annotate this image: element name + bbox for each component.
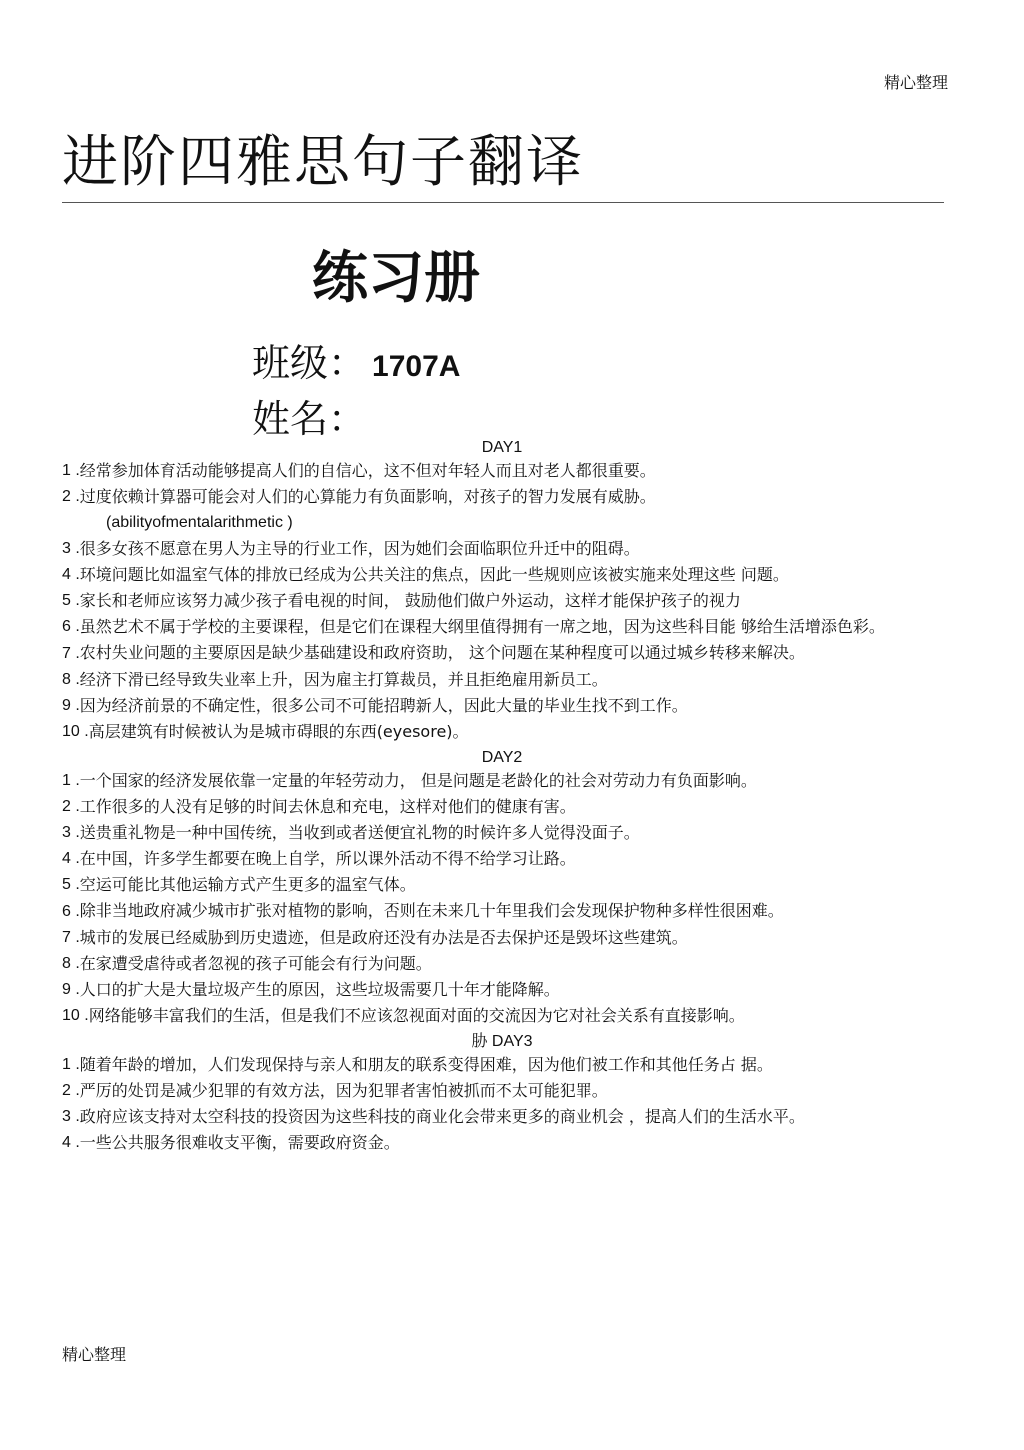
item-text: 严厉的处罚是减少犯罪的有效方法，因为犯罪者害怕被抓而不太可能犯罪。	[79, 1081, 608, 1100]
document-subtitle: 练习册	[312, 245, 480, 311]
day2-item	[62, 873, 942, 896]
day2-item	[62, 899, 942, 923]
item-text: 一些公共服务很难收支平衡，需要政府资金。	[79, 1133, 400, 1152]
day1-item	[62, 459, 942, 482]
day1-item	[62, 589, 942, 612]
day3-item	[62, 1053, 942, 1076]
item-text: 城市的发展已经威胁到历史遗迹，但是政府还没有办法是否去保护还是毁坏这些建筑。	[79, 928, 688, 947]
item-number: 10 .	[62, 1007, 89, 1024]
item-number: 8 .	[62, 671, 80, 688]
item-text: 工作很多的人没有足够的时间去休息和充电，这样对他们的健康有害。	[79, 797, 576, 816]
class-label: 班级：	[252, 341, 367, 385]
day2-heading: DAY2	[481, 749, 523, 766]
day3-item	[62, 1105, 942, 1128]
item-text: 过度依赖计算器可能会对人们的心算能力有负面影响，对孩子的智力发展有威胁。	[79, 487, 656, 506]
class-value: 1707A	[372, 350, 461, 383]
exercise-content	[62, 436, 942, 1157]
item-number: 6 .	[62, 903, 80, 920]
day1-heading: DAY1	[481, 439, 523, 456]
name-line	[252, 388, 366, 443]
item-number: 3 .	[62, 824, 80, 841]
day1-item	[62, 615, 942, 638]
item-text: 人口的扩大是大量垃圾产生的原因，这些垃圾需要几十年才能降解。	[79, 980, 560, 999]
item-number: 2 .	[62, 488, 80, 505]
title-divider	[62, 202, 944, 203]
item-number: 6 .	[62, 618, 80, 635]
day1-item	[62, 563, 942, 586]
item-text: 因为经济前景的不确定性，很多公司不可能招聘新人，因此大量的毕业生找不到工作。	[79, 696, 688, 715]
item-number: 4 .	[62, 566, 80, 583]
day2-item	[62, 847, 942, 870]
item-number: 4 .	[62, 850, 80, 867]
item-text: 环境问题比如温室气体的排放已经成为公共关注的焦点，因此一些规则应该被实施来处理这些 问题。	[79, 565, 789, 584]
day2-item	[62, 821, 942, 844]
item-number: 10 .	[62, 723, 89, 740]
day1-item	[62, 537, 942, 560]
item-number: 1 .	[62, 772, 80, 789]
day2-item	[62, 795, 942, 818]
class-line	[252, 332, 460, 387]
item-number: 3 .	[62, 540, 80, 557]
item-text: 随着年龄的增加，人们发现保持与亲人和朋友的联系变得困难，因为他们被工作和其他任务占 据。	[79, 1055, 773, 1074]
footer-note: 精心整理	[62, 1345, 127, 1364]
item-text: 经济下滑已经导致失业率上升，因为雇主打算裁员，并且拒绝雇用新员工。	[79, 670, 608, 689]
item-number: 7 .	[62, 645, 80, 662]
item-text: 政府应该支持对太空科技的投资因为这些科技的商业化会带来更多的商业机会 ，提高人们的生活水平。	[79, 1107, 805, 1126]
item-text: 虽然艺术不属于学校的主要课程，但是它们在课程大纲里值得拥有一席之地，因为这些科目能 够给生活增添色彩。	[79, 617, 885, 636]
item-text: 农村失业问题的主要原因是缺少基础建设和政府资助， 这个问题在某种程度可以通过城乡转移来解决。	[79, 643, 805, 662]
item-number: 9 .	[62, 981, 80, 998]
name-label: 姓名：	[252, 397, 367, 441]
item-number: 7 .	[62, 929, 80, 946]
item-text: 送贵重礼物是一种中国传统，当收到或者送便宜礼物的时候许多人觉得没面子。	[79, 823, 640, 842]
day2-item	[62, 952, 942, 975]
header-note: 精心整理	[883, 73, 948, 92]
item-number: 1 .	[62, 1056, 80, 1073]
item-number: 3 .	[62, 1108, 80, 1125]
day2-item	[62, 978, 942, 1001]
item-text: 网络能够丰富我们的生活，但是我们不应该忽视面对面的交流因为它对社会关系有直接影响。	[88, 1006, 745, 1025]
item-number: 5 .	[62, 876, 80, 893]
item-number: 1 .	[62, 462, 80, 479]
item-number: 8 .	[62, 955, 80, 972]
item-number: 2 .	[62, 1082, 80, 1099]
day1-item2-note: (abilityofmentalarithmetic )	[106, 514, 293, 531]
day1-item	[62, 720, 942, 743]
item-text: 在家遭受虐待或者忽视的孩子可能会有行为问题。	[79, 954, 432, 973]
item-number: 5 .	[62, 592, 80, 609]
day1-item	[62, 694, 942, 717]
day1-item	[62, 668, 942, 691]
item-text: 空运可能比其他运输方式产生更多的温室气体。	[79, 875, 416, 894]
day3-item	[62, 1079, 942, 1102]
item-text: 高层建筑有时候被认为是城市碍眼的东西(eyesore)。	[88, 722, 469, 741]
day3-item	[62, 1131, 942, 1154]
day2-item	[62, 1004, 942, 1027]
item-number: 9 .	[62, 697, 80, 714]
document-title: 进阶四雅思句子翻译	[62, 130, 584, 195]
item-text: 经常参加体育活动能够提高人们的自信心，这不但对年轻人而且对老人都很重要。	[79, 461, 656, 480]
item-text: 很多女孩不愿意在男人为主导的行业工作，因为她们会面临职位升迁中的阻碍。	[79, 539, 640, 558]
day1-item	[62, 641, 942, 665]
day3-heading: 胁 DAY3	[471, 1033, 533, 1050]
item-text: 一个国家的经济发展依靠一定量的年轻劳动力， 但是问题是老龄化的社会对劳动力有负面影响。	[79, 771, 757, 790]
day1-item	[62, 485, 942, 508]
item-text: 家长和老师应该努力减少孩子看电视的时间， 鼓励他们做户外运动，这样才能保护孩子的视力	[79, 591, 741, 610]
item-number: 4 .	[62, 1134, 80, 1151]
item-text: 除非当地政府减少城市扩张对植物的影响，否则在未来几十年里我们会发现保护物种多样性很困难。	[79, 901, 784, 920]
item-text: 在中国，许多学生都要在晚上自学，所以课外活动不得不给学习让路。	[79, 849, 576, 868]
day2-item	[62, 926, 942, 949]
item-number: 2 .	[62, 798, 80, 815]
day2-item	[62, 769, 942, 792]
